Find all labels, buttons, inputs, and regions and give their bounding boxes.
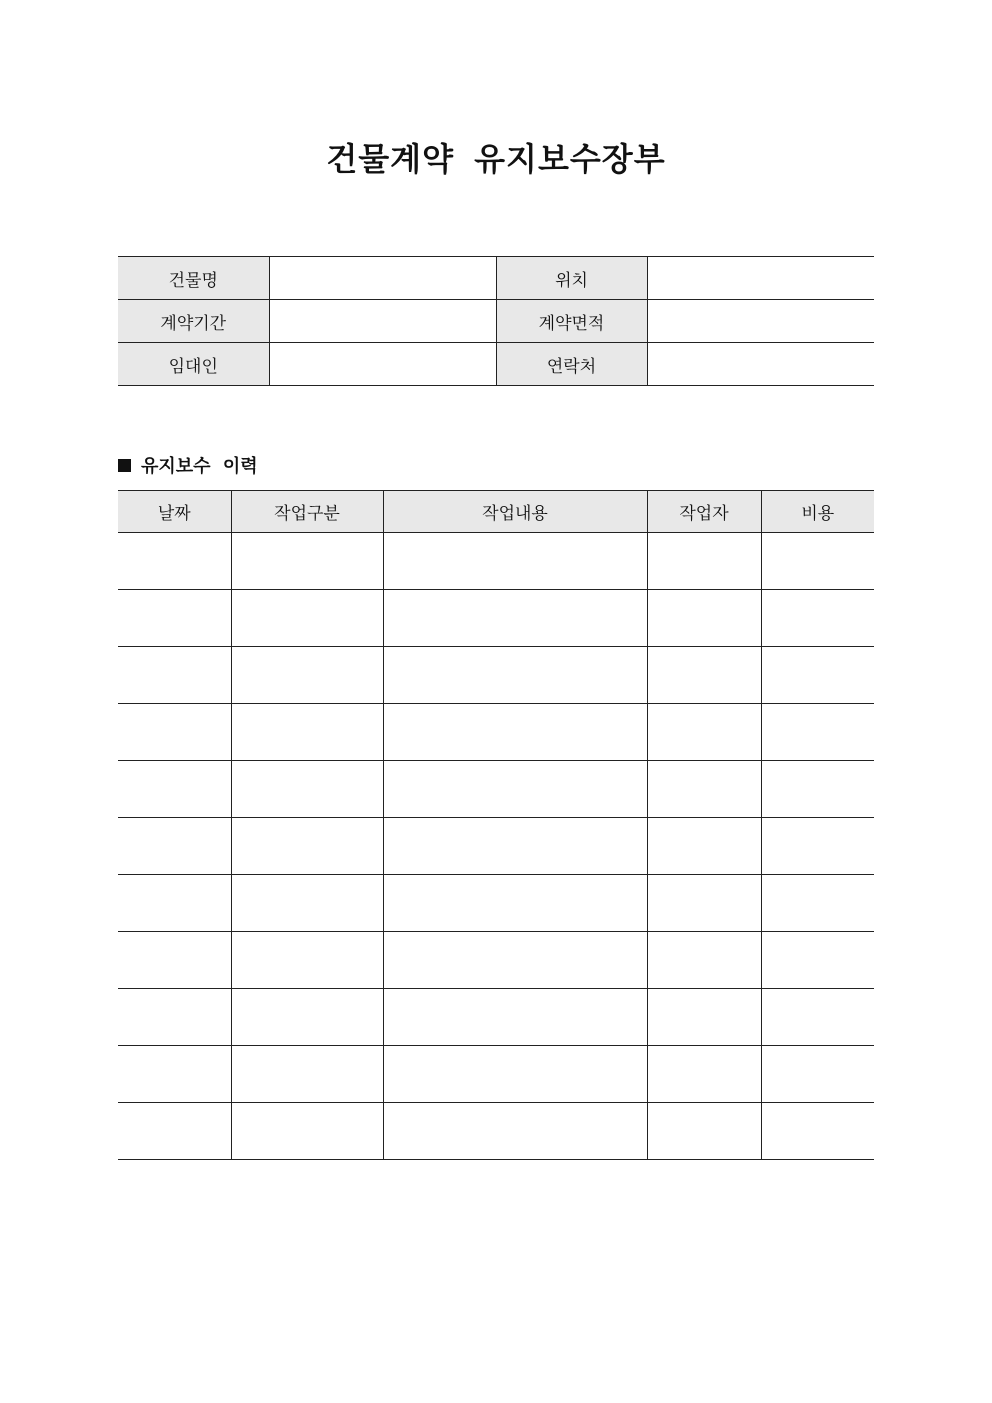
info-row	[118, 257, 874, 300]
page-title: 건물계약 유지보수장부	[326, 140, 666, 178]
cell-work-type[interactable]	[231, 533, 383, 590]
info-row	[118, 343, 874, 386]
cell-date[interactable]	[118, 1103, 231, 1160]
cell-worker[interactable]	[647, 932, 761, 989]
cell-work-content[interactable]	[383, 761, 647, 818]
cell-cost[interactable]	[761, 1103, 874, 1160]
cell-date[interactable]	[118, 647, 231, 704]
cell-date[interactable]	[118, 1046, 231, 1103]
maintenance-log-table	[118, 490, 874, 1160]
cell-work-type[interactable]	[231, 875, 383, 932]
value-contact[interactable]	[647, 343, 874, 386]
cell-worker[interactable]	[647, 704, 761, 761]
square-bullet-icon	[118, 459, 131, 472]
log-header-row	[118, 491, 874, 533]
cell-date[interactable]	[118, 932, 231, 989]
cell-cost[interactable]	[761, 989, 874, 1046]
table-row	[118, 932, 874, 989]
cell-work-content[interactable]	[383, 533, 647, 590]
value-location[interactable]	[647, 257, 874, 300]
value-building-name[interactable]	[269, 257, 496, 300]
header-work-content: 작업내용	[383, 491, 647, 533]
cell-work-type[interactable]	[231, 818, 383, 875]
section-heading	[118, 452, 258, 478]
cell-cost[interactable]	[761, 1046, 874, 1103]
cell-cost[interactable]	[761, 875, 874, 932]
cell-date[interactable]	[118, 818, 231, 875]
cell-date[interactable]	[118, 533, 231, 590]
label-contact: 연락처	[496, 343, 647, 386]
cell-work-type[interactable]	[231, 647, 383, 704]
cell-worker[interactable]	[647, 818, 761, 875]
cell-worker[interactable]	[647, 1103, 761, 1160]
cell-work-type[interactable]	[231, 1103, 383, 1160]
cell-date[interactable]	[118, 590, 231, 647]
label-lessor: 임대인	[118, 343, 269, 386]
header-worker: 작업자	[647, 491, 761, 533]
cell-cost[interactable]	[761, 818, 874, 875]
cell-work-content[interactable]	[383, 875, 647, 932]
cell-cost[interactable]	[761, 533, 874, 590]
cell-work-type[interactable]	[231, 761, 383, 818]
table-row	[118, 704, 874, 761]
cell-worker[interactable]	[647, 647, 761, 704]
table-row	[118, 989, 874, 1046]
cell-work-type[interactable]	[231, 704, 383, 761]
cell-worker[interactable]	[647, 989, 761, 1046]
section-heading-label: 유지보수 이력	[141, 456, 258, 477]
table-row	[118, 590, 874, 647]
table-row	[118, 533, 874, 590]
cell-work-content[interactable]	[383, 932, 647, 989]
cell-work-content[interactable]	[383, 704, 647, 761]
cell-date[interactable]	[118, 989, 231, 1046]
log-body	[118, 533, 874, 1160]
cell-work-content[interactable]	[383, 1046, 647, 1103]
table-row	[118, 1046, 874, 1103]
info-row	[118, 300, 874, 343]
cell-worker[interactable]	[647, 533, 761, 590]
label-location: 위치	[496, 257, 647, 300]
cell-worker[interactable]	[647, 761, 761, 818]
cell-worker[interactable]	[647, 590, 761, 647]
header-work-type: 작업구분	[231, 491, 383, 533]
value-contract-area[interactable]	[647, 300, 874, 343]
header-date: 날짜	[118, 491, 231, 533]
cell-work-type[interactable]	[231, 989, 383, 1046]
cell-work-type[interactable]	[231, 1046, 383, 1103]
cell-work-content[interactable]	[383, 989, 647, 1046]
header-cost: 비용	[761, 491, 874, 533]
cell-cost[interactable]	[761, 590, 874, 647]
label-contract-period: 계약기간	[118, 300, 269, 343]
label-contract-area: 계약면적	[496, 300, 647, 343]
cell-work-content[interactable]	[383, 1103, 647, 1160]
value-contract-period[interactable]	[269, 300, 496, 343]
table-row	[118, 875, 874, 932]
cell-work-content[interactable]	[383, 590, 647, 647]
cell-worker[interactable]	[647, 1046, 761, 1103]
cell-worker[interactable]	[647, 875, 761, 932]
cell-date[interactable]	[118, 704, 231, 761]
cell-cost[interactable]	[761, 704, 874, 761]
cell-work-type[interactable]	[231, 590, 383, 647]
value-lessor[interactable]	[269, 343, 496, 386]
table-row	[118, 761, 874, 818]
label-building-name: 건물명	[118, 257, 269, 300]
table-row	[118, 818, 874, 875]
table-row	[118, 647, 874, 704]
cell-work-content[interactable]	[383, 818, 647, 875]
cell-date[interactable]	[118, 761, 231, 818]
building-info-table	[118, 256, 874, 386]
cell-cost[interactable]	[761, 647, 874, 704]
cell-cost[interactable]	[761, 932, 874, 989]
cell-date[interactable]	[118, 875, 231, 932]
table-row	[118, 1103, 874, 1160]
cell-work-type[interactable]	[231, 932, 383, 989]
cell-work-content[interactable]	[383, 647, 647, 704]
cell-cost[interactable]	[761, 761, 874, 818]
